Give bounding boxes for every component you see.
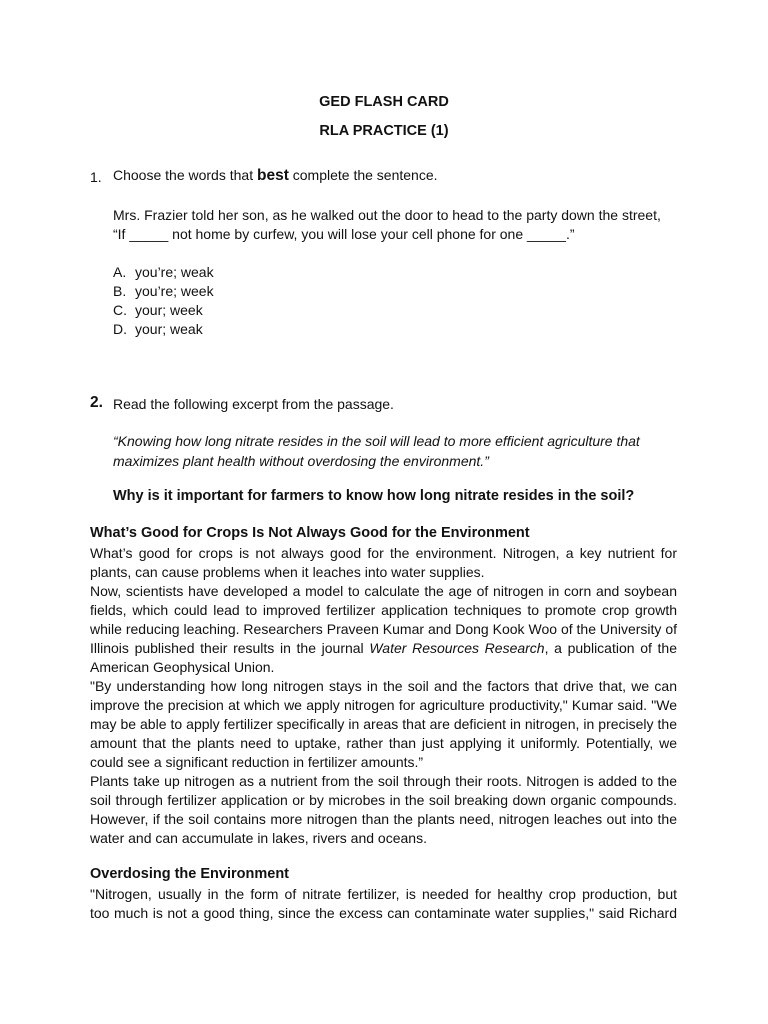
excerpt-line-2: maximizes plant health without overdosing the environment.” <box>113 453 489 469</box>
passage-line: "By understanding how long nitrogen stays in the soil and the factors that drive that, we can <box>90 678 677 694</box>
passage-line: American Geophysical Union. <box>90 659 275 675</box>
document-title: GED FLASH CARD <box>319 94 449 110</box>
passage-line: while reducing leaching. Researchers Praveen Kumar and Dong Kook Woo of the University of <box>90 621 677 637</box>
question-2-question: Why is it important for farmers to know how long nitrate resides in the soil? <box>113 488 635 504</box>
passage-line: plants, can cause problems when it leaches into water supplies. <box>90 564 485 580</box>
question-1-sentence-line-1: Mrs. Frazier told her son, as he walked out the door to head to the party down the street, <box>113 207 661 223</box>
question-1-prompt <box>113 167 438 185</box>
passage-line: amount that the plants need to uptake, rather than just applying it uniformly. Potentially, we <box>90 735 677 751</box>
passage-line: water and can accumulate in lakes, rivers and oceans. <box>90 830 427 846</box>
passage-line: fields, which could lead to improved fertilizer application techniques to promote crop growth <box>90 602 677 618</box>
excerpt-line-1: “Knowing how long nitrate resides in the soil will lead to more efficient agriculture that <box>113 433 640 449</box>
option-d[interactable] <box>113 320 214 339</box>
journal-name: Water Resources Research <box>369 640 545 656</box>
document-subtitle: RLA PRACTICE (1) <box>319 123 449 139</box>
journal-suffix: , a publication of the <box>544 640 677 656</box>
option-text: you’re; week <box>135 283 214 299</box>
passage-line: What’s good for crops is not always good for the environment. Nitrogen, a key nutrient for <box>90 545 677 561</box>
question-1-number: 1. <box>90 169 102 185</box>
question-1-options <box>113 263 214 339</box>
passage-line: improve the precision at which we apply nitrogen for agriculture productivity," Kumar said. "We <box>90 697 677 713</box>
option-a[interactable] <box>113 263 214 282</box>
passage-line: However, if the soil contains more nitrogen than the plants need, nitrogen leaches out into the <box>90 811 677 827</box>
passage-line: Now, scientists have developed a model to calculate the age of nitrogen in corn and soybean <box>90 583 677 599</box>
option-letter: D. <box>113 321 127 337</box>
passage-section-1 <box>90 544 677 848</box>
option-text: your; week <box>135 302 203 318</box>
option-letter: A. <box>113 264 127 280</box>
question-2-number: 2. <box>90 394 103 411</box>
option-text: you’re; weak <box>135 264 214 280</box>
option-b[interactable] <box>113 282 214 301</box>
passage-line: soil through fertilizer application or by microbes in the soil breaking down organic compounds. <box>90 792 677 808</box>
option-c[interactable] <box>113 301 214 320</box>
passage-line: too much is not a good thing, since the excess can contaminate water supplies," said Richard <box>90 905 677 921</box>
journal-intro: Illinois published their results in the journal <box>90 640 370 656</box>
option-text: your; weak <box>135 321 203 337</box>
passage-line: could see a significant reduction in fertilizer amounts.” <box>90 754 424 770</box>
passage-line: Plants take up nitrogen as a nutrient from the soil through their roots. Nitrogen is added to the <box>90 773 677 789</box>
passage-heading-2: Overdosing the Environment <box>90 866 289 882</box>
option-letter: B. <box>113 283 127 299</box>
passage-line: may be able to apply fertilizer specifically in areas that are deficient in nitrogen, in precisely the <box>90 716 677 732</box>
passage-heading-1: What’s Good for Crops Is Not Always Good for the Environment <box>90 525 530 541</box>
question-1-prompt-before: Choose the words that <box>113 167 257 183</box>
question-1-prompt-emphasis: best <box>256 167 289 184</box>
question-2-prompt: Read the following excerpt from the passage. <box>113 396 394 412</box>
question-1-sentence-line-2: “If _____ not home by curfew, you will lose your cell phone for one _____.” <box>113 226 575 242</box>
passage-section-2 <box>90 885 677 923</box>
question-1-prompt-after: complete the sentence. <box>288 167 438 183</box>
question-2-excerpt <box>113 431 673 471</box>
passage-line-journal <box>90 639 677 658</box>
option-letter: C. <box>113 302 127 318</box>
passage-line: "Nitrogen, usually in the form of nitrate fertilizer, is needed for healthy crop production, but <box>90 886 677 902</box>
